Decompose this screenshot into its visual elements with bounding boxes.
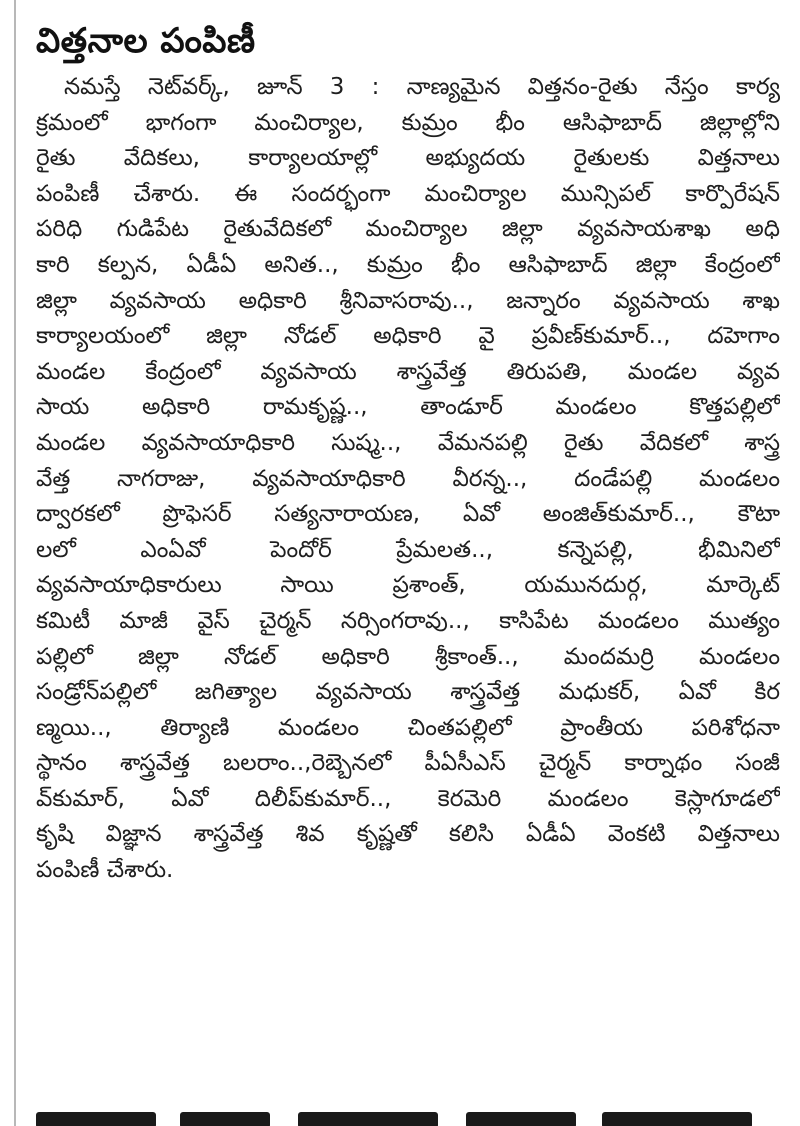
body-line: స్థానం శాస్త్రవేత్త బలరాం..,రెబ్బెనలో పీఏసీఎస్‌ చైర్మన్‌ కార్నాథం సంజీ xyxy=(36,750,780,777)
article-headline: విత్తనాల పంపిణీ xyxy=(36,21,256,61)
body-line: కమిటీ మాజీ వైస్‌ చైర్మన్‌ నర్సింగరావు.., కాసిపేట మండలం ముత్యం xyxy=(36,607,780,634)
body-line: ద్వారకలో ప్రొఫెసర్‌ సత్యనారాయణ, ఏవో అంజిత్‌కుమార్‌.., కౌటా xyxy=(36,501,780,528)
cropped-text-fragment xyxy=(466,1112,576,1126)
body-line: మండల వ్యవసాయాధికారి సుష్మ.., వేమనపల్లి రైతు వేదికలో శాస్త్ర xyxy=(36,429,780,456)
body-line: కృషి విజ్ఞాన శాస్త్రవేత్త శివ కృష్ణతో కలిసి ఏడీఏ వెంకటి విత్తనాలు xyxy=(36,821,780,848)
body-line: లలో ఎంఏవో పెందోర్‌ ప్రేమలత.., కన్నెపల్లి, భీమినిలో xyxy=(36,536,780,563)
body-line: కారి కల్పన, ఏడీఏ అనిత.., కుమ్రం భీం ఆసిఫాబాద్‌ జిల్లా కేంద్రంలో xyxy=(36,251,780,278)
body-line: పంపిణీ చేశారు. ఈ సందర్భంగా మంచిర్యాల మున్సిపల్‌ కార్పొరేషన్‌ xyxy=(36,180,780,207)
body-line: పల్లిలో జిల్లా నోడల్‌ అధికారి శ్రీకాంత్‌.., మందమర్రి మండలం xyxy=(36,643,780,670)
body-line: ణ్మయి.., తిర్యాణి మండలం చింతపల్లిలో ప్రాంతీయ పరిశోధనా xyxy=(36,714,780,741)
cropped-text-fragment xyxy=(180,1112,270,1126)
body-line: క్రమంలో భాగంగా మంచిర్యాల, కుమ్రం భీం ఆసిఫాబాద్‌ జిల్లాల్లోని xyxy=(36,109,780,136)
body-line: సాయ అధికారి రామకృష్ణ.., తాండూర్‌ మండలం కొత్తపల్లిలో xyxy=(36,394,780,421)
body-line: సండ్రోన్‌పల్లిలో జగిత్యాల వ్యవసాయ శాస్త్రవేత్త మధుకర్‌, ఏవో కిర xyxy=(36,679,780,706)
body-line: వ్యవసాయాధికారులు సాయి ప్రశాంత్‌, యమునదుర్గ, మార్కెట్‌ xyxy=(36,572,780,599)
article-body xyxy=(36,70,780,889)
cropped-text-fragment xyxy=(298,1112,438,1126)
body-line: రైతు వేదికలు, కార్యాలయాల్లో అభ్యుదయ రైతులకు విత్తనాలు xyxy=(36,145,780,172)
body-line: కార్యాలయంలో జిల్లా నోడల్‌ అధికారి వై ప్రవీణ్‌కుమార్‌.., దహెగాం xyxy=(36,323,780,350)
body-line: నమస్తే నెట్‌వర్క్‌, జూన్‌ 3 : నాణ్యమైన విత్తనం-రైతు నేస్తం కార్య xyxy=(64,74,780,100)
body-line: పంపిణీ చేశారు. xyxy=(36,857,174,884)
body-line: వ్‌కుమార్‌, ఏవో దిలీప్‌కుమార్‌.., కెరమెరి మండలం కెస్లాగూడలో xyxy=(36,785,780,812)
cropped-next-headline xyxy=(30,1108,770,1126)
cropped-text-fragment xyxy=(602,1112,752,1126)
body-line: పరిధి గుడిపేట రైతువేదికలో మంచిర్యాల జిల్లా వ్యవసాయశాఖ అధి xyxy=(36,216,780,243)
body-line: మండల కేంద్రంలో వ్యవసాయ శాస్త్రవేత్త తిరుపతి, మండల వ్యవ xyxy=(36,358,780,385)
body-line: జిల్లా వ్యవసాయ అధికారి శ్రీనివాసరావు.., జన్నారం వ్యవసాయ శాఖ xyxy=(36,287,780,314)
body-line: వేత్త నాగరాజు, వ్యవసాయాధికారి వీరన్న.., దండేపల్లి మండలం xyxy=(36,465,780,492)
cropped-text-fragment xyxy=(36,1112,156,1126)
column-divider xyxy=(14,0,16,1126)
news-article xyxy=(36,18,780,889)
